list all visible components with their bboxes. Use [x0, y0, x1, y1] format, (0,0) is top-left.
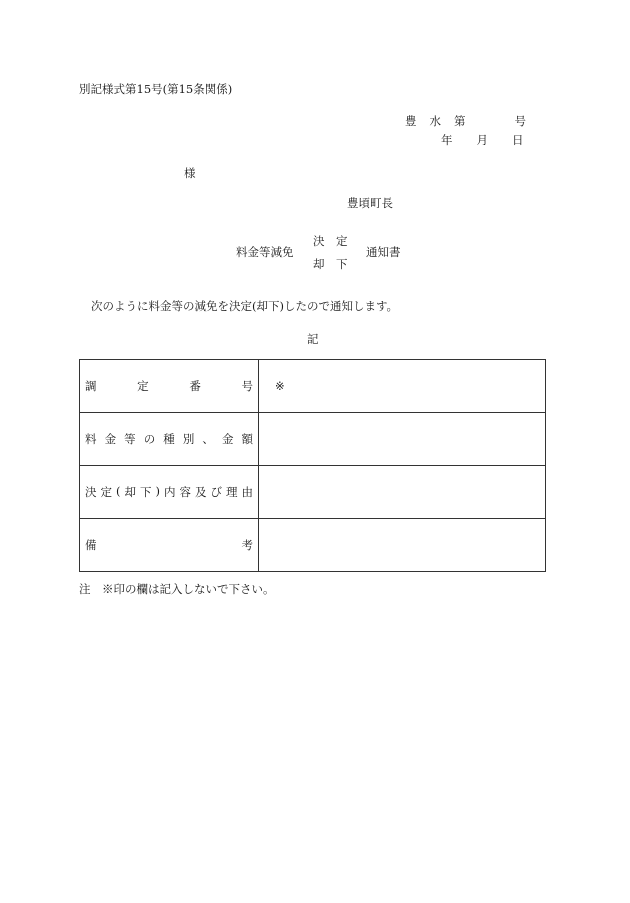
label-char: 内: [164, 485, 176, 499]
label-char: 備: [85, 538, 97, 552]
label-char: 別: [182, 432, 195, 446]
doc-number-char: 第: [454, 114, 466, 128]
label-char: 号: [241, 379, 253, 393]
label-char: 定: [137, 379, 149, 393]
title-option-decision: 決 定: [313, 234, 348, 248]
label-char: 定: [100, 485, 112, 499]
row-value-decision-reason: [259, 466, 546, 519]
label-char: 金: [104, 432, 117, 446]
label-char: 金: [221, 432, 234, 446]
label-char: び: [210, 485, 222, 499]
footnote: 注 ※印の欄は記入しないで下さい。: [79, 582, 275, 596]
label-char: 却: [124, 485, 136, 499]
doc-number-char: 豊: [405, 114, 417, 128]
label-char: 額: [241, 432, 253, 446]
body-text: 次のように料金等の減免を決定(却下)したので通知します。: [91, 299, 399, 313]
table-row: [80, 413, 546, 466]
issuer: 豊頃町長: [347, 196, 393, 210]
date-year: 年: [441, 133, 453, 147]
label-char: 及: [195, 485, 207, 499]
form-table: [79, 359, 546, 572]
label-char: の: [143, 432, 156, 446]
date-month: 月: [476, 133, 488, 147]
label-char: 下: [140, 485, 152, 499]
label-char: 理: [226, 485, 238, 499]
doc-number-char: 号: [514, 114, 526, 128]
label-char: 等: [124, 432, 136, 446]
table-row: [80, 360, 546, 413]
table-row: [80, 466, 546, 519]
label-char: 番: [189, 379, 201, 393]
doc-number-char: 水: [429, 114, 441, 128]
document-number: [405, 113, 526, 129]
label-char: 料: [85, 432, 97, 446]
label-char: 由: [241, 485, 253, 499]
form-number: 別記様式第15号(第15条関係): [79, 82, 233, 96]
row-value-assessment-number: ※: [259, 360, 546, 413]
row-label-decision-reason: [80, 466, 259, 519]
label-char: 考: [241, 538, 253, 552]
label-char: 容: [179, 485, 191, 499]
table-row: [80, 519, 546, 572]
addressee: 様: [184, 166, 196, 180]
ki-heading: 記: [307, 332, 319, 346]
title-prefix: 料金等減免: [236, 245, 294, 259]
label-char: 種: [163, 432, 175, 446]
title-suffix: 通知書: [366, 245, 401, 259]
label-char: 調: [85, 379, 97, 393]
label-char: ): [155, 484, 160, 498]
label-char: (: [116, 484, 121, 498]
date-day: 日: [512, 133, 524, 147]
row-label-fee-type-amount: [80, 413, 259, 466]
row-value-fee-type-amount: [259, 413, 546, 466]
title-option-rejection: 却 下: [313, 257, 348, 271]
date-line: [441, 132, 524, 148]
label-char: 、: [202, 432, 214, 446]
row-value-remarks: [259, 519, 546, 572]
label-char: 決: [85, 485, 97, 499]
row-label-assessment-number: [80, 360, 259, 413]
row-label-remarks: [80, 519, 259, 572]
